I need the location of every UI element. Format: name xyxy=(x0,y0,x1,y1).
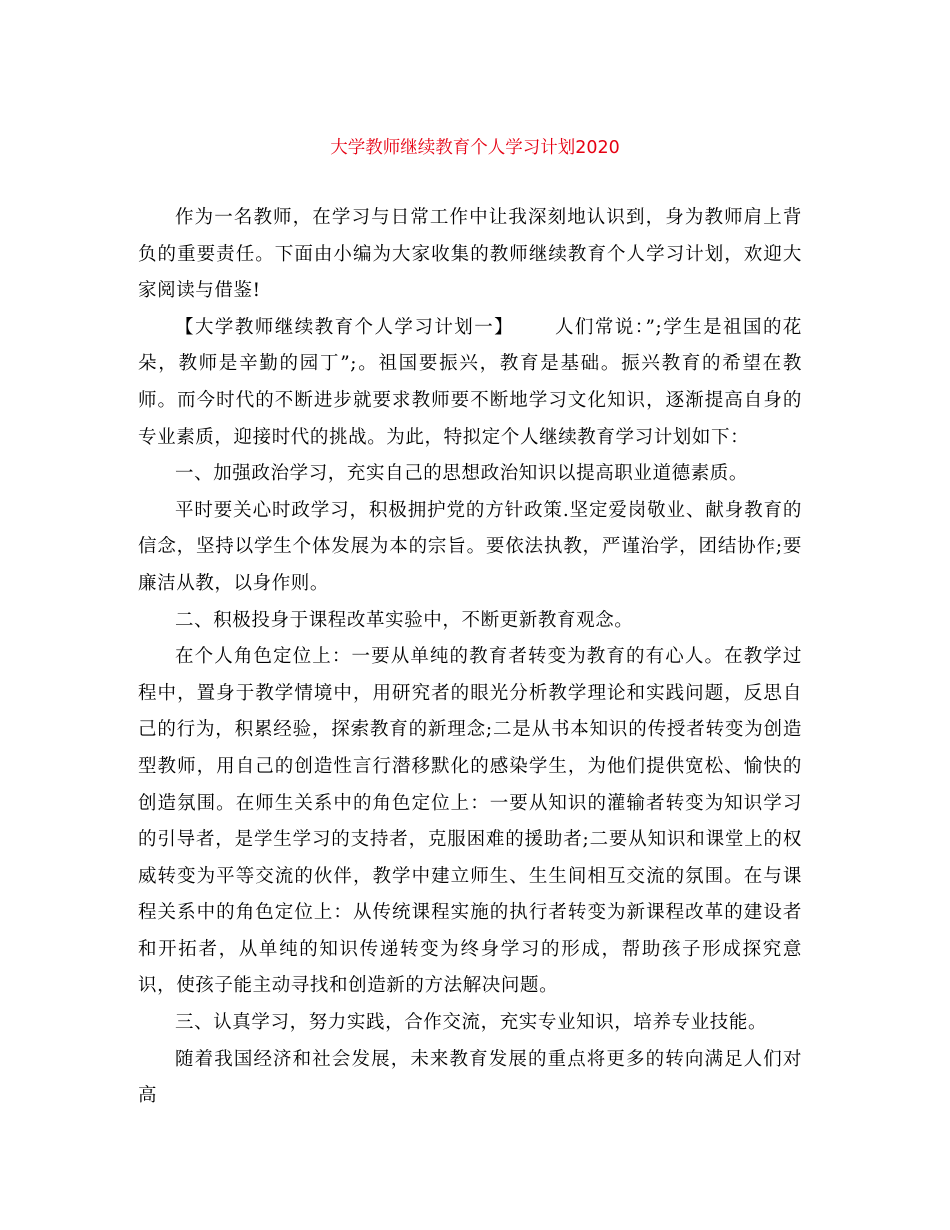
point-3-heading: 三、认真学习，努力实践，合作交流，充实专业知识，培养专业技能。 xyxy=(175,1012,768,1034)
point-1-heading: 一、加强政治学习，充实自己的思想政治知识以提高职业道德素质。 xyxy=(175,463,749,485)
section-heading: 【大学教师继续教育个人学习计划一】 xyxy=(175,316,515,338)
point-1-body: 平时要关心时政学习，积极拥护党的方针政策.坚定爱岗敬业、献身教育的信念，坚持以学生个体发展为本的宗旨。要依法执教，严谨治学，团结协作;要廉洁从教，以身作则。 xyxy=(138,499,802,594)
document-title: 大学教师继续教育个人学习计划2020 xyxy=(330,138,620,158)
document-body xyxy=(138,200,802,1115)
point-2-body: 在个人角色定位上：一要从单纯的教育者转变为教育的有心人。在教学过程中，置身于教学情境中，用研究者的眼光分析教学理论和实践问题，反思自己的行为，积累经验，探索教育的新理念;二是从书本知识的传授者转变为创造型教师，用自己的创造性言行潜移默化的感染学生，为他们提供宽松、愉快的创造氛围。在师生关系中的角色定位上：一要从知识的灌输者转变为知识学习的引导者，是学生学习的支持者，克服困难的援助者;二要从知识和课堂上的权威转变为平等交流的伙伴，教学中建立师生、生生间相互交流的氛围。在与课程关系中的角色定位上：从传统课程实施的执行者转变为新课程改革的建设者和开拓者，从单纯的知识传递转变为终身学习的形成，帮助孩子形成探究意识，使孩子能主动寻找和创造新的方法解决问题。 xyxy=(138,646,802,997)
point-3-body: 随着我国经济和社会发展，未来教育发展的重点将更多的转向满足人们对高 xyxy=(138,1048,802,1107)
intro-paragraph: 作为一名教师，在学习与日常工作中让我深刻地认识到，身为教师肩上背负的重要责任。下面由小编为大家收集的教师继续教育个人学习计划，欢迎大家阅读与借鉴! xyxy=(138,207,802,302)
section-opening: 人们常说：”;学生是祖国的花朵，教师是辛勤的园丁”;。祖国要振兴，教育是基础。振兴教育的希望在教师。而今时代的不断进步就要求教师要不断地学习文化知识，逐渐提高自身的专业素质，迎接时代的挑战。为此，特拟定个人继续教育学习计划如下： xyxy=(138,316,802,448)
section-paragraph xyxy=(138,310,802,456)
point-2-heading: 二、积极投身于课程改革实验中，不断更新教育观念。 xyxy=(175,609,634,631)
